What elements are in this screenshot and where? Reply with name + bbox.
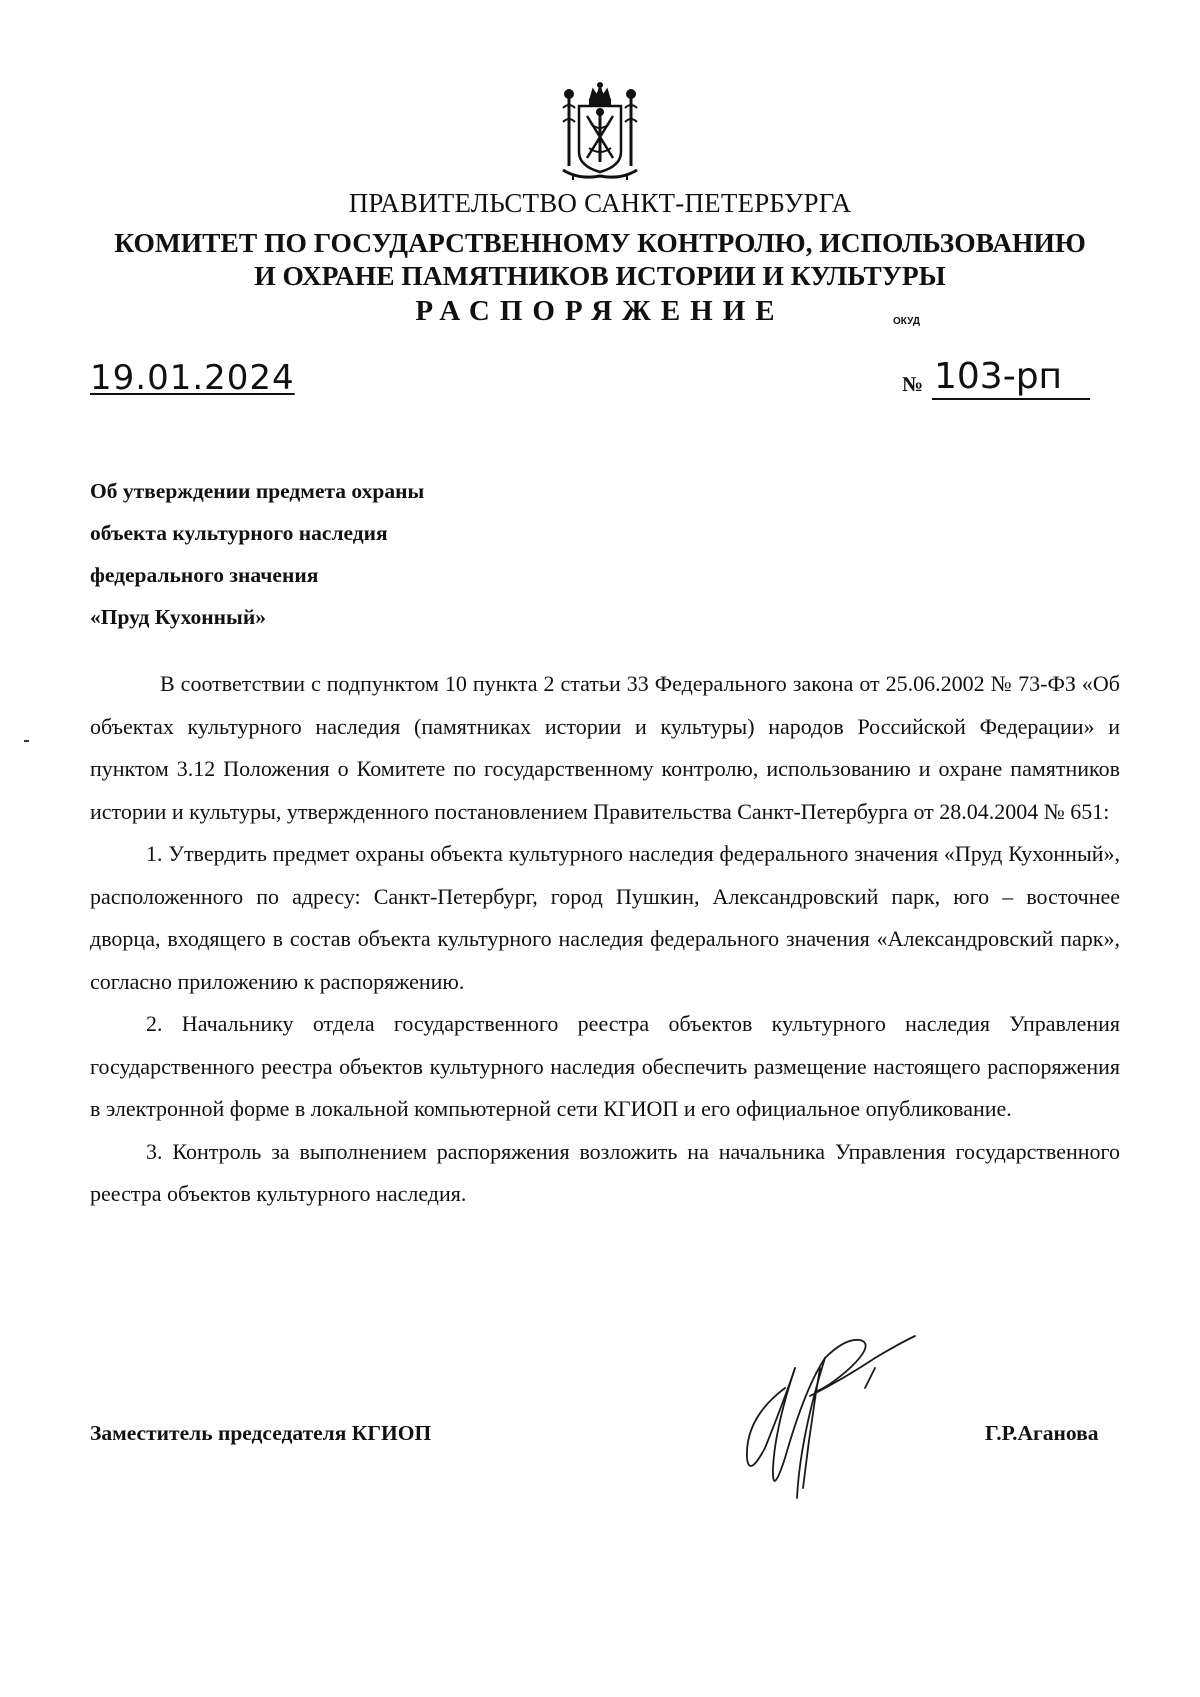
subject-line: Об утверждении предмета охраны: [90, 479, 425, 503]
document-subject: [90, 470, 424, 638]
signer-title: Заместитель председателя КГИОП: [90, 1421, 432, 1445]
committee-name-line2: И ОХРАНЕ ПАМЯТНИКОВ ИСТОРИИ И КУЛЬТУРЫ: [254, 260, 946, 291]
government-name: ПРАВИТЕЛЬСТВО САНКТ-ПЕТЕРБУРГА: [348, 188, 852, 218]
number-sign: №: [902, 372, 924, 396]
subject-line: объекта культурного наследия: [90, 521, 388, 545]
document-number: [902, 358, 1092, 408]
document-date: 19.01.2024: [90, 358, 295, 398]
item-paragraph-3: 3. Контроль за выполнением распоряжения возложить на начальника Управления государственного реестра объектов культурного наследия.: [90, 1138, 1120, 1206]
number-underline: [932, 398, 1090, 400]
handwritten-signature-icon: [725, 1328, 930, 1513]
subject-line: «Пруд Кухонный»: [90, 605, 266, 629]
scan-speck: [24, 740, 29, 742]
preamble-paragraph: В соответствии с подпунктом 10 пункта 2 статьи 33 Федерального закона от 25.06.2002 № 73-ФЗ «Об объектах культурного наследия (памятниках истории и культуры) народов Российской Федерации» и пунктом 3.12 Положения о Комитете по государственному контролю, использованию и охране памятников истории и культуры, утвержденного постановлением Правительства Санкт-Петербурга от 28.04.2004 № 651:: [90, 671, 1120, 824]
document-type: РАСПОРЯЖЕНИЕ: [415, 295, 785, 327]
document-body: [90, 663, 1120, 1216]
okud-label: ОКУД: [893, 316, 920, 327]
st-petersburg-coat-of-arms-icon: [559, 82, 641, 182]
subject-line: федерального значения: [90, 563, 319, 587]
signer-name: Г.Р.Аганова: [985, 1421, 1099, 1445]
item-paragraph-2: 2. Начальнику отдела государственного реестра объектов культурного наследия Управления государственного реестра объектов культурного наследия обеспечить размещение настоящего распоряжения в электронной форме в локальной компьютерной сети КГИОП и его официальное опубликование.: [90, 1011, 1120, 1121]
item-paragraph-1: 1. Утвердить предмет охраны объекта культурного наследия федерального значения «Пруд Кухонный», расположенного по адресу: Санкт-Петербург, город Пушкин, Александровский парк, юго – восточнее дворца, входящего в состав объекта культурного наследия федерального значения «Александровский парк», согласно приложению к распоряжению.: [90, 841, 1120, 994]
committee-name: [0, 226, 1200, 292]
number-value: 103-рп: [934, 356, 1063, 397]
committee-name-line1: КОМИТЕТ ПО ГОСУДАРСТВЕННОМУ КОНТРОЛЮ, ИСПОЛЬЗОВАНИЮ: [114, 227, 1086, 258]
